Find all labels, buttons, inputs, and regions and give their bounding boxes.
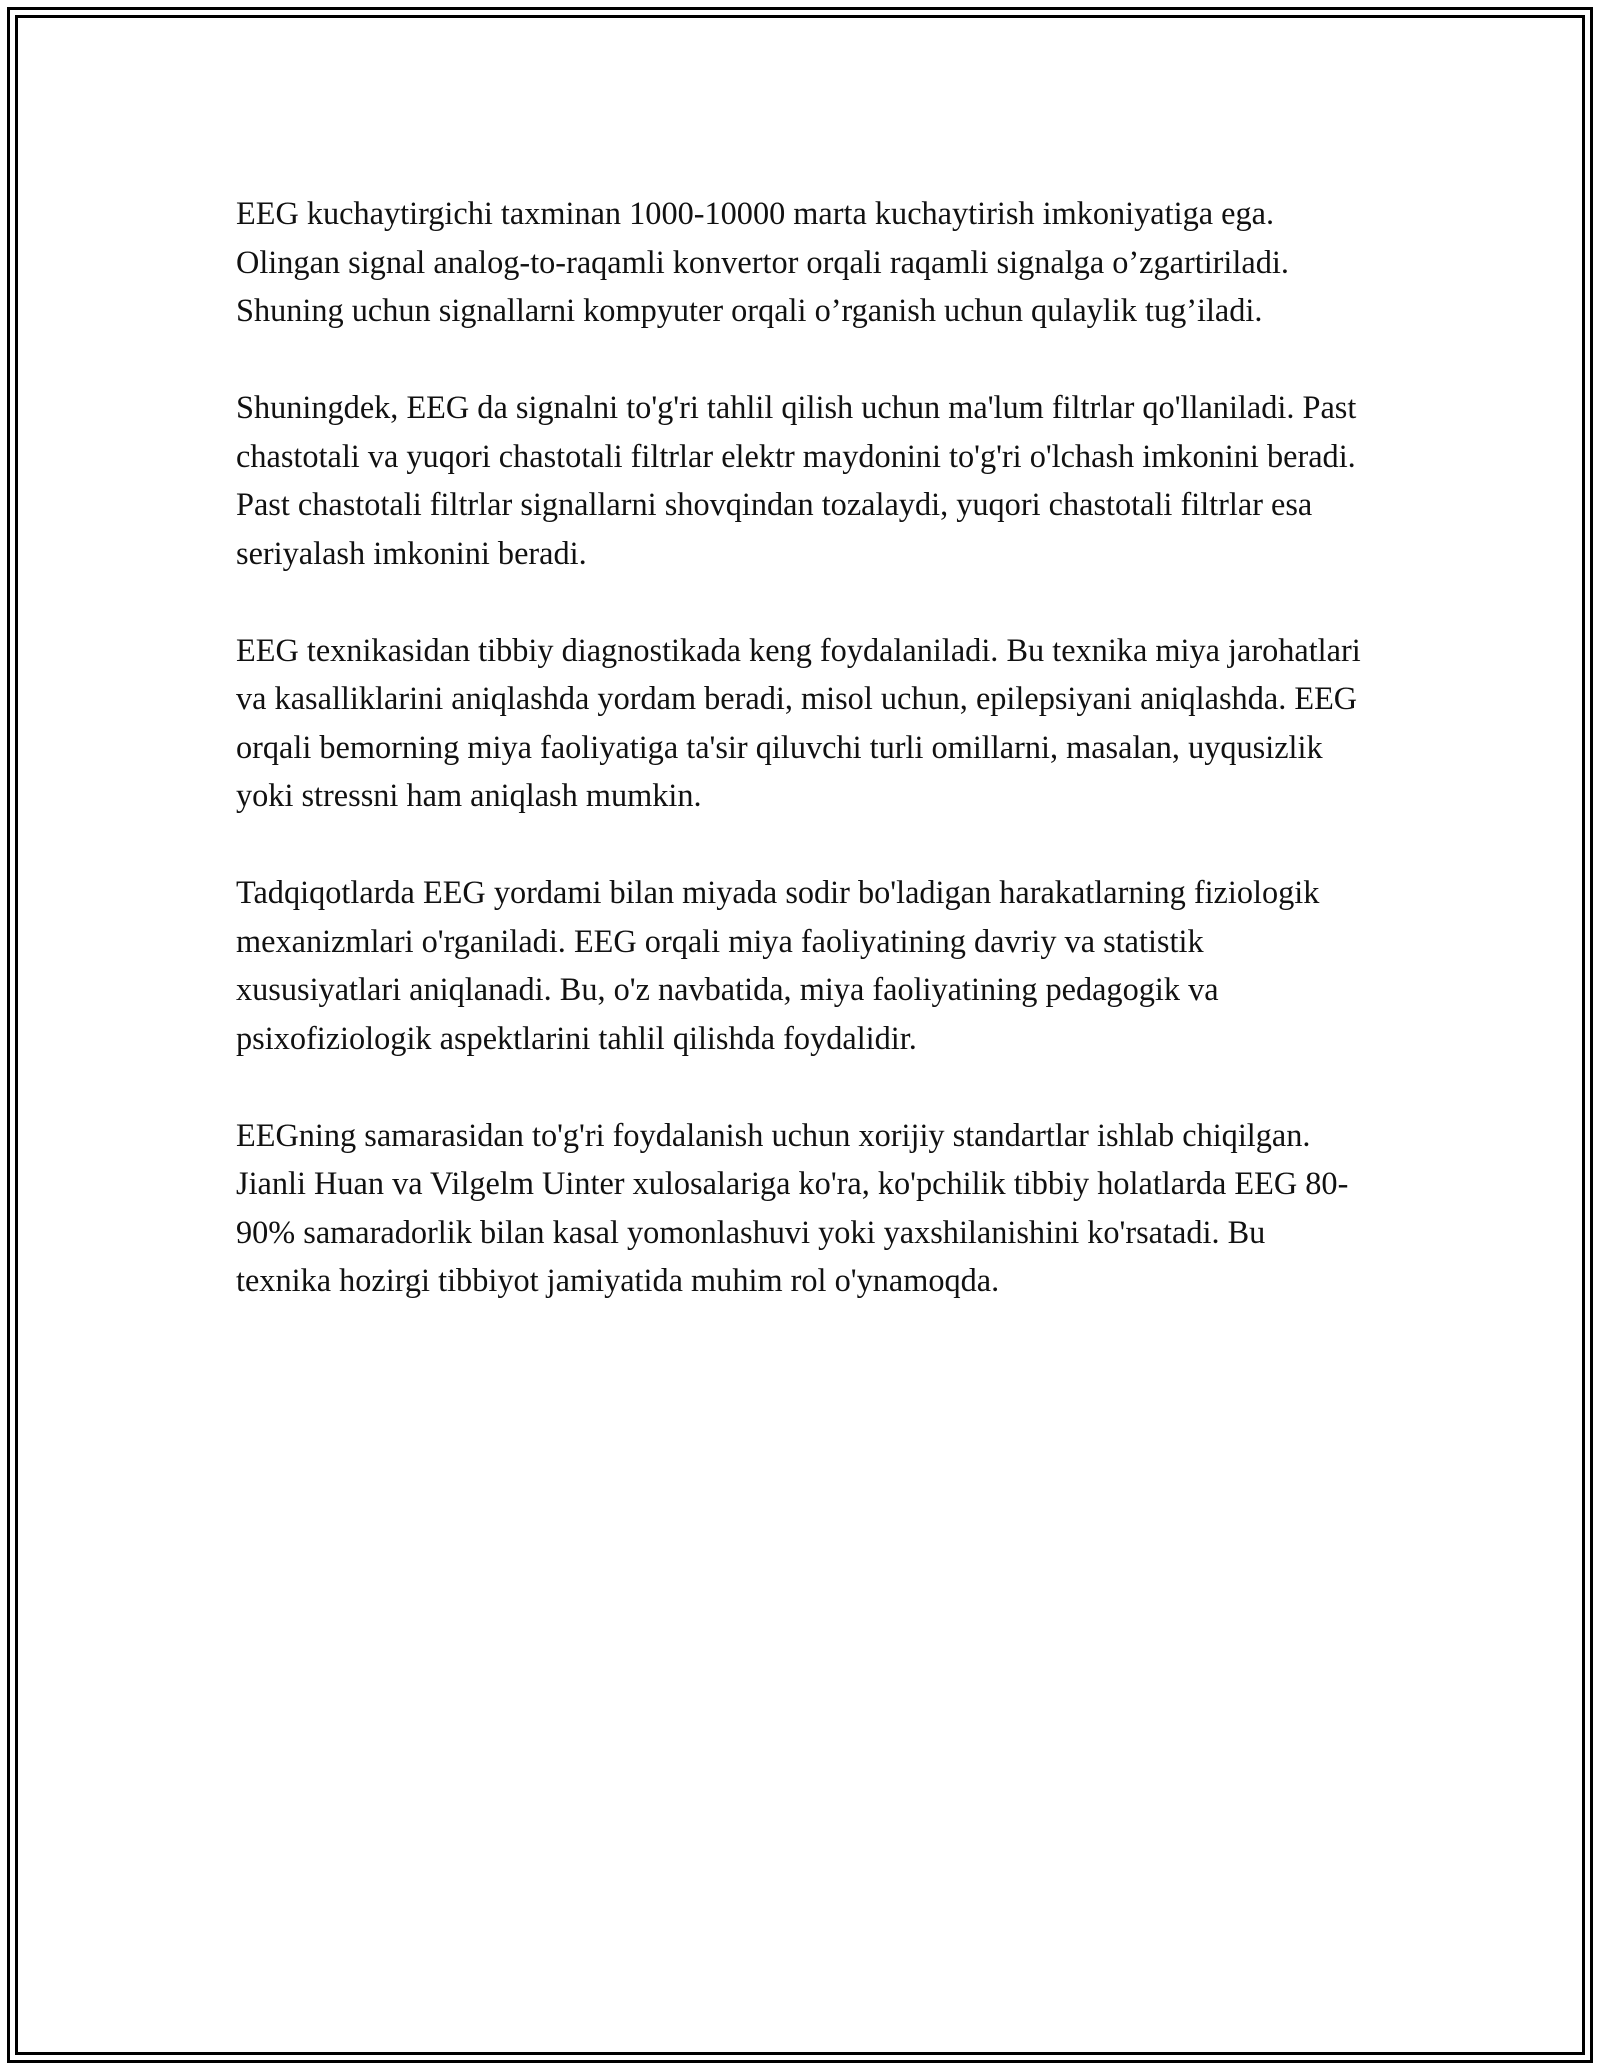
paragraph-4: Tadqiqotlarda EEG yordami bilan miyada sodir bo'ladigan harakatlarning fiziologik mexanizmlari o'rganiladi. EEG orqali miya faoliyatining davriy va statistik xususiyatlari aniqlanadi. Bu, o'z navbatida, miya faoliyatining pedagogik va psixofiziologik aspektlarini tahlil qilishda foydalidir. (236, 874, 1320, 1056)
paragraph-5: EEGning samarasidan to'g'ri foydalanish uchun xorijiy standartlar ishlab chiqilgan. Jianli Huan va Vilgelm Uinter xulosalariga ko'ra, ko'pchilik tibbiy holatlarda EEG 80-90% samaradorlik bilan kasal yomonlashuvi yoki yaxshilanishini ko'rsatadi. Bu texnika hozirgi tibbiyot jamiyatida muhim rol o'ynamoqda. (236, 1116, 1349, 1298)
document-body (236, 189, 1366, 1353)
paragraph-2: Shuningdek, EEG da signalni to'g'ri tahlil qilish uchun ma'lum filtrlar qo'llaniladi. Past chastotali va yuqori chastotali filtrlar elektr maydonini to'g'ri o'lchash imkonini beradi. Past chastotali filtrlar signallarni shovqindan tozalaydi, yuqori chastotali filtrlar esa seriyalash imkonini beradi. (236, 389, 1357, 571)
paragraph-3: EEG texnikasidan tibbiy diagnostikada keng foydalaniladi. Bu texnika miya jarohatlari va kasalliklarini aniqlashda yordam beradi, misol uchun, epilepsiyani aniqlashda. EEG orqali bemorning miya faoliyatiga ta'sir qiluvchi turli omillarni, masalan, uyqusizlik yoki stressni ham aniqlash mumkin. (236, 631, 1361, 813)
paragraph-1: EEG kuchaytirgichi taxminan 1000-10000 marta kuchaytirish imkoniyatiga ega. Olingan signal analog-to-raqamli konvertor orqali raqamli signalga o’zgartiriladi. Shuning uchun signallarni kompyuter orqali o’rganish uchun qulaylik tug’iladi. (236, 195, 1289, 328)
